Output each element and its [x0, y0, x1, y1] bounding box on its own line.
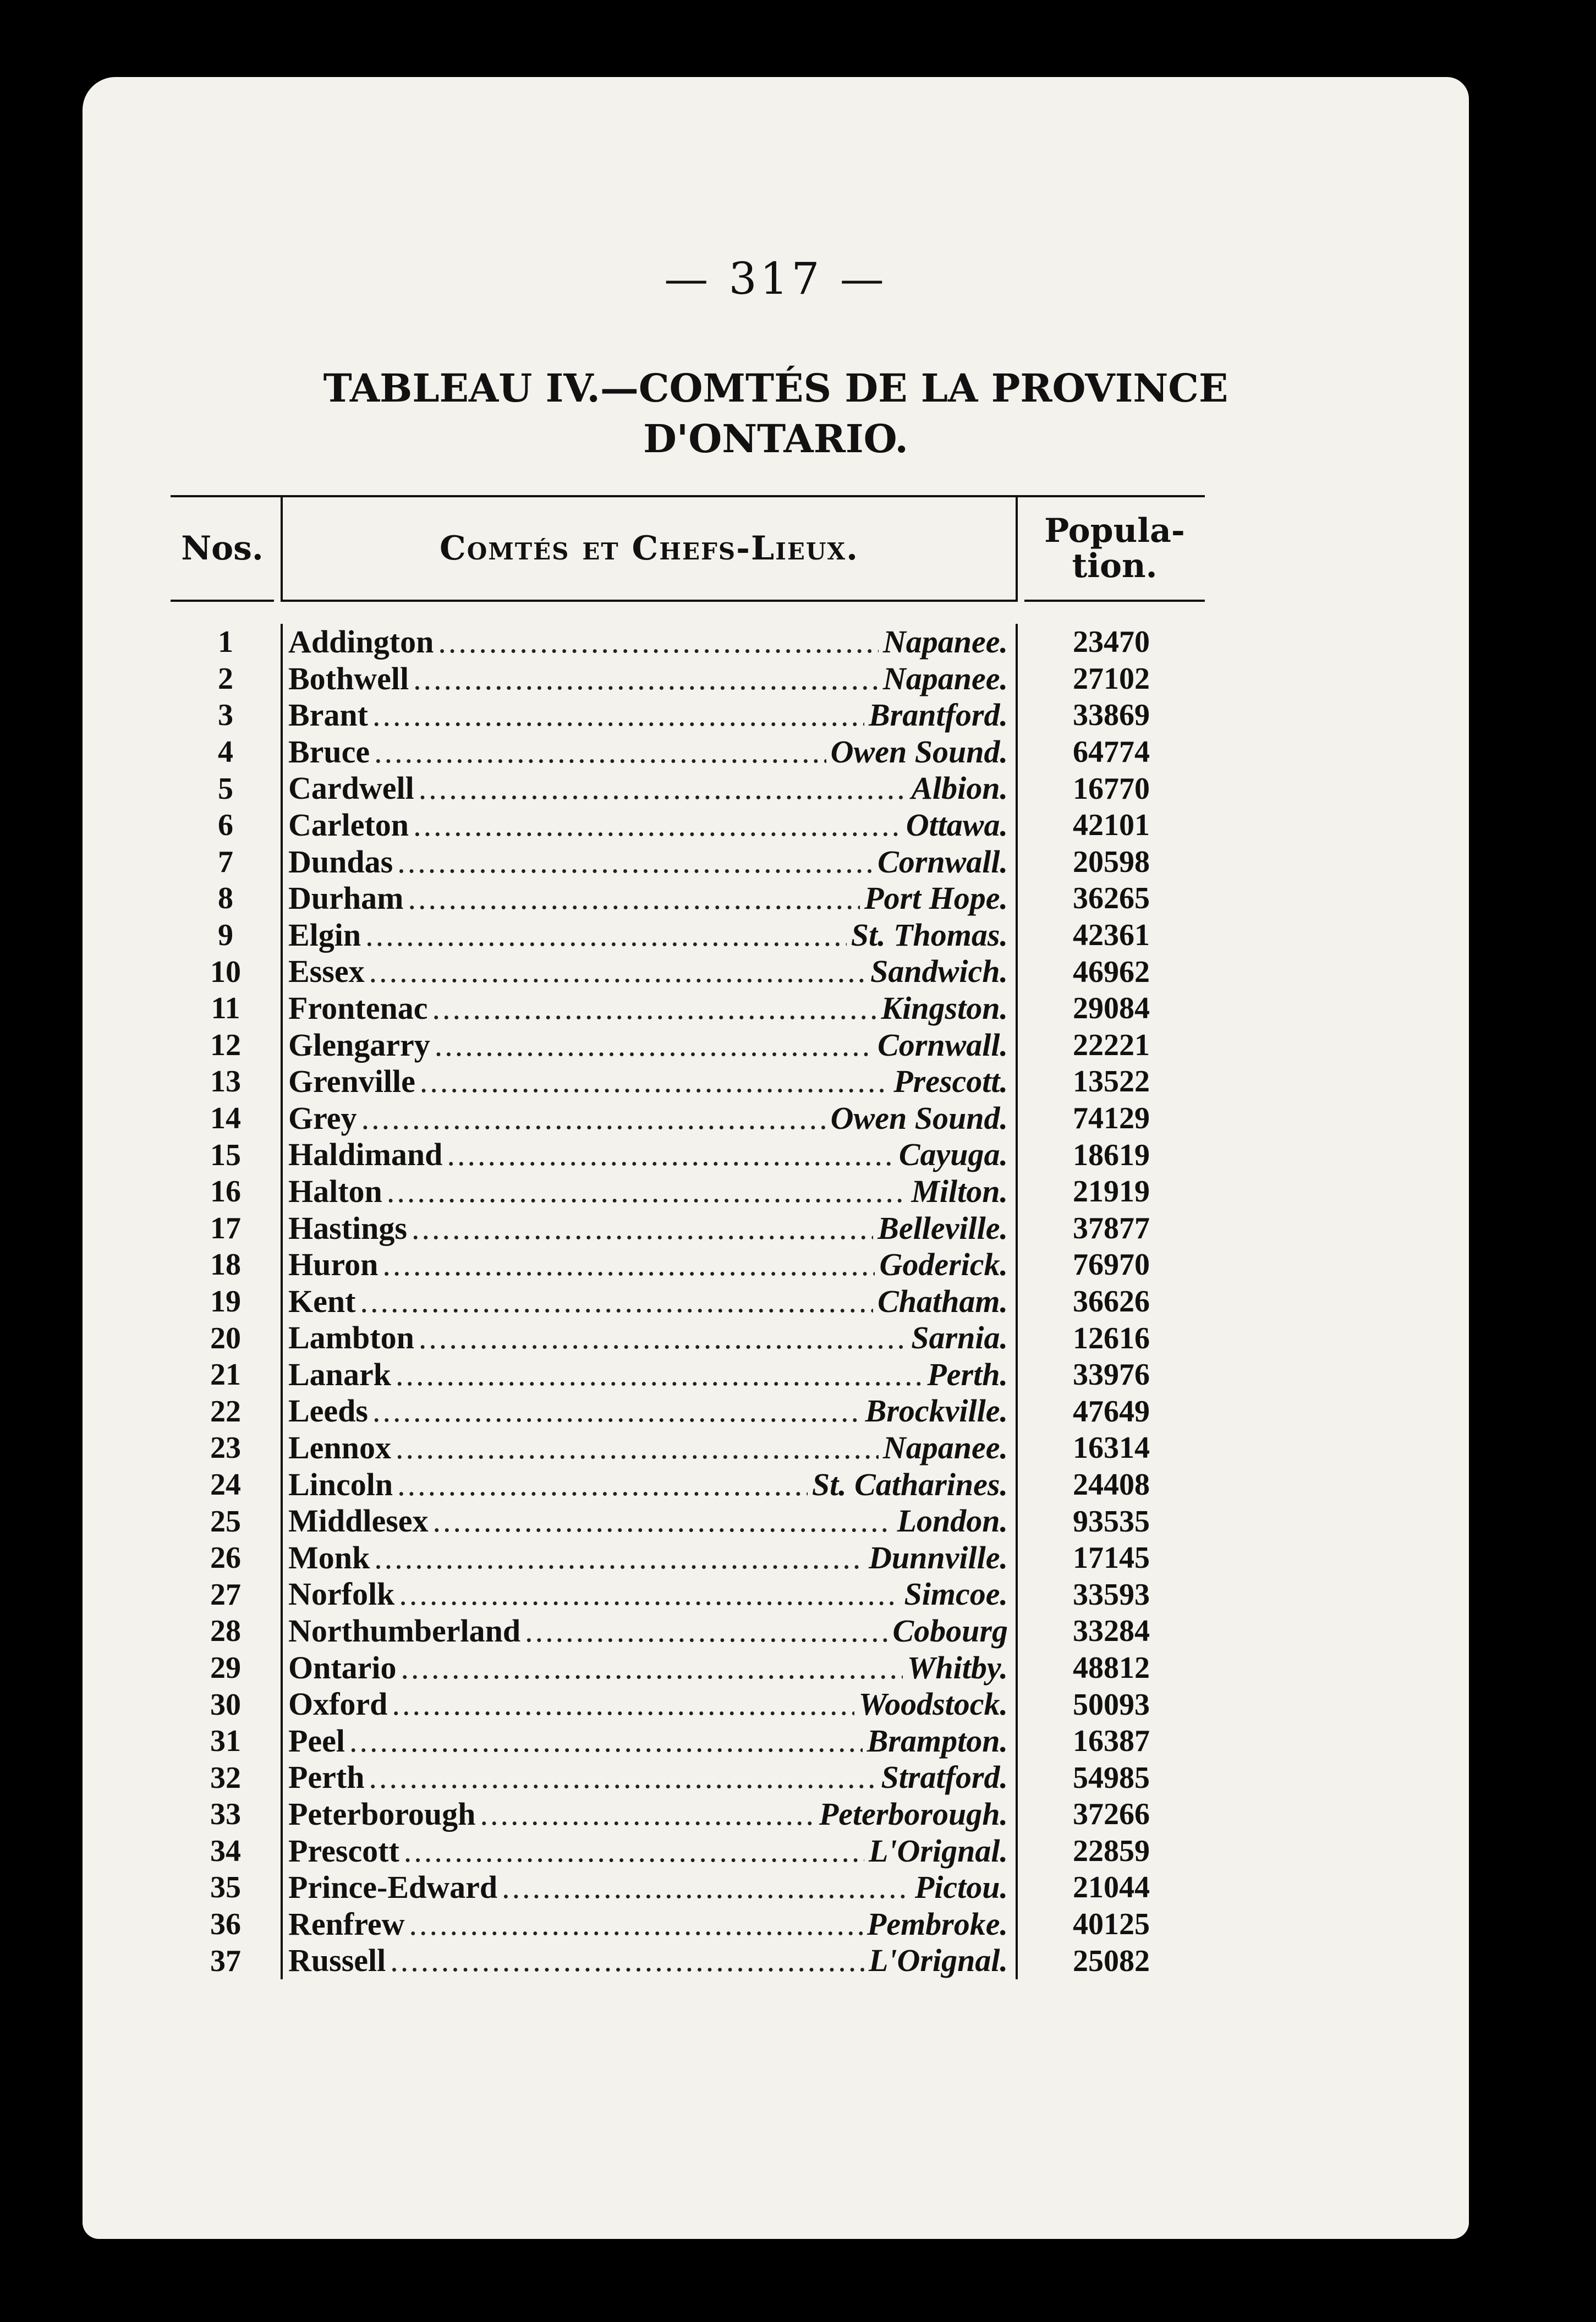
county-seat: London.	[897, 1503, 1008, 1539]
leader-dots	[397, 1467, 808, 1503]
header-population-line-1: Popula-	[1044, 512, 1185, 550]
county-cell	[281, 1393, 1018, 1430]
county-name: Prescott	[288, 1832, 399, 1869]
population-value: 16314	[1073, 1431, 1150, 1465]
table-row	[171, 1173, 1205, 1210]
table-row	[171, 1063, 1205, 1100]
county-cell	[281, 917, 1018, 954]
table-row	[171, 1357, 1205, 1393]
county-name: Perth	[288, 1759, 365, 1796]
county-seat: Pembroke.	[866, 1906, 1008, 1942]
county-name: Bothwell	[288, 660, 409, 696]
county-cell	[281, 1247, 1018, 1283]
county-seat: Ottawa.	[906, 806, 1008, 843]
table-row	[171, 1686, 1205, 1723]
county-name: Oxford	[288, 1686, 388, 1722]
county-cell	[281, 1357, 1018, 1393]
county-seat: Milton.	[911, 1173, 1008, 1209]
population-value: 33593	[1073, 1577, 1150, 1612]
county-cell	[281, 1430, 1018, 1467]
table-row	[171, 1247, 1205, 1283]
population-value: 64774	[1073, 735, 1150, 770]
county-name: Monk	[288, 1539, 370, 1576]
population-value: 22859	[1073, 1834, 1150, 1868]
table-body	[171, 624, 1205, 1979]
table-row	[171, 1393, 1205, 1430]
population-value: 36626	[1073, 1284, 1150, 1319]
row-number: 7	[218, 844, 233, 879]
county-cell	[281, 1833, 1018, 1870]
table-row	[171, 1210, 1205, 1247]
leader-dots	[413, 661, 879, 697]
row-number: 14	[210, 1101, 241, 1136]
leader-dots	[408, 880, 860, 916]
county-cell	[281, 1759, 1018, 1796]
page-edge	[61, 99, 83, 2233]
county-cell	[281, 1650, 1018, 1687]
population-value: 42361	[1073, 918, 1150, 953]
county-cell	[281, 1869, 1018, 1906]
leader-dots	[420, 1063, 889, 1100]
county-name: Peterborough	[288, 1796, 476, 1832]
row-number: 25	[210, 1504, 241, 1539]
row-number: 3	[218, 698, 233, 733]
county-name: Lanark	[288, 1356, 391, 1392]
table-row	[171, 1613, 1205, 1650]
county-name: Addington	[288, 624, 434, 660]
county-seat: Sandwich.	[870, 953, 1008, 990]
table-row	[171, 1100, 1205, 1137]
table-row	[171, 917, 1205, 954]
county-cell	[281, 844, 1018, 881]
table-row	[171, 734, 1205, 771]
county-name: Dundas	[288, 843, 393, 880]
county-name: Lincoln	[288, 1466, 393, 1502]
county-name: Lennox	[288, 1430, 391, 1466]
population-value: 17145	[1073, 1541, 1150, 1576]
county-name: Ontario	[288, 1649, 397, 1686]
leader-dots	[396, 1357, 923, 1393]
leader-dots	[372, 697, 864, 733]
county-name: Northumberland	[288, 1613, 521, 1649]
table-row	[171, 1137, 1205, 1173]
leader-dots	[432, 990, 876, 1026]
table-row	[171, 1576, 1205, 1613]
header-nos: Nos.	[171, 497, 274, 602]
county-name: Halton	[288, 1173, 382, 1209]
county-cell	[281, 807, 1018, 844]
page-number: — 317 —	[664, 253, 887, 304]
population-value: 20598	[1073, 844, 1150, 879]
population-value: 27102	[1073, 661, 1150, 696]
county-seat: St. Thomas.	[851, 916, 1008, 953]
county-name: Lambton	[288, 1320, 414, 1356]
county-name: Bruce	[288, 733, 370, 770]
row-number: 22	[210, 1394, 241, 1429]
row-number: 31	[210, 1724, 241, 1759]
county-seat: Brockville.	[865, 1393, 1008, 1429]
population-value: 76970	[1073, 1248, 1150, 1282]
header-population	[1024, 497, 1205, 602]
county-name: Huron	[288, 1247, 379, 1283]
county-name: Durham	[288, 880, 404, 916]
row-number: 12	[210, 1028, 241, 1062]
county-seat: Prescott.	[893, 1063, 1008, 1100]
leader-dots	[438, 624, 879, 660]
population-value: 46962	[1073, 954, 1150, 989]
leader-dots	[419, 770, 907, 806]
row-number: 35	[210, 1870, 241, 1905]
county-cell	[281, 880, 1018, 917]
population-value: 93535	[1073, 1504, 1150, 1539]
leader-dots	[401, 1650, 903, 1686]
row-number: 11	[211, 991, 240, 1026]
table-row	[171, 1942, 1205, 1979]
county-name: Frontenac	[288, 990, 428, 1026]
county-seat: Napanee.	[882, 624, 1008, 660]
county-cell	[281, 1613, 1018, 1650]
county-cell	[281, 1942, 1018, 1979]
county-seat: Peterborough.	[819, 1796, 1008, 1832]
leader-dots	[447, 1137, 894, 1173]
county-cell	[281, 697, 1018, 734]
table-row	[171, 697, 1205, 734]
table-row	[171, 1467, 1205, 1503]
row-number: 37	[210, 1944, 241, 1978]
county-cell	[281, 1906, 1018, 1943]
leader-dots	[433, 1503, 893, 1539]
county-cell	[281, 734, 1018, 771]
county-seat: Cobourg	[892, 1613, 1008, 1649]
county-seat: Belleville.	[877, 1210, 1008, 1246]
table-row	[171, 1869, 1205, 1906]
row-number: 13	[210, 1064, 241, 1099]
county-name: Brant	[288, 697, 368, 733]
population-value: 33976	[1073, 1358, 1150, 1392]
table-row	[171, 807, 1205, 844]
population-value: 74129	[1073, 1101, 1150, 1136]
table-row	[171, 953, 1205, 990]
row-number: 9	[218, 918, 233, 953]
population-value: 16770	[1073, 771, 1150, 806]
county-seat: Owen Sound.	[830, 1100, 1008, 1136]
county-seat: Napanee.	[882, 660, 1008, 696]
row-number: 33	[210, 1797, 241, 1832]
county-name: Norfolk	[288, 1576, 395, 1612]
county-cell	[281, 1540, 1018, 1577]
county-table	[171, 495, 1205, 1979]
leader-dots	[390, 1942, 864, 1979]
population-value: 18619	[1073, 1138, 1150, 1172]
row-number: 10	[210, 954, 241, 989]
table-header	[171, 497, 1205, 602]
row-number: 29	[210, 1650, 241, 1685]
population-value: 21044	[1073, 1870, 1150, 1905]
county-seat: Albion.	[911, 770, 1008, 806]
county-cell	[281, 1063, 1018, 1100]
leader-dots	[397, 844, 873, 880]
row-number: 15	[210, 1138, 241, 1172]
county-name: Essex	[288, 953, 365, 990]
county-cell	[281, 661, 1018, 698]
county-name: Elgin	[288, 916, 361, 953]
county-seat: Kingston.	[881, 990, 1008, 1026]
county-cell	[281, 1467, 1018, 1503]
county-cell	[281, 1503, 1018, 1540]
county-name: Glengarry	[288, 1026, 430, 1063]
population-value: 16387	[1073, 1724, 1150, 1759]
table-row	[171, 1833, 1205, 1870]
county-cell	[281, 1576, 1018, 1613]
leader-dots	[525, 1613, 888, 1649]
county-seat: Port Hope.	[864, 880, 1008, 916]
county-cell	[281, 1100, 1018, 1137]
leader-dots	[396, 1430, 879, 1466]
county-cell	[281, 1686, 1018, 1723]
county-cell	[281, 770, 1018, 807]
row-number: 27	[210, 1577, 241, 1612]
table-row	[171, 844, 1205, 881]
county-seat: Stratford.	[881, 1759, 1008, 1796]
county-name: Grenville	[288, 1063, 415, 1100]
leader-dots	[374, 1540, 864, 1576]
county-name: Russell	[288, 1942, 386, 1979]
header-comtes: Comtés et Chefs-Lieux.	[281, 497, 1018, 602]
leader-dots	[372, 1393, 861, 1429]
table-row	[171, 1759, 1205, 1796]
table-row	[171, 661, 1205, 698]
county-seat: Woodstock.	[858, 1686, 1008, 1722]
county-seat: Chatham.	[877, 1283, 1008, 1319]
leader-dots	[419, 1320, 907, 1356]
county-name: Leeds	[288, 1393, 368, 1429]
county-name: Cardwell	[288, 770, 414, 806]
row-number: 4	[218, 735, 233, 770]
row-number: 16	[210, 1174, 241, 1209]
table-row	[171, 990, 1205, 1027]
county-seat: St. Catharines.	[811, 1466, 1008, 1502]
row-number: 6	[218, 808, 233, 843]
population-value: 50093	[1073, 1687, 1150, 1722]
county-seat: L'Orignal.	[869, 1832, 1008, 1869]
leader-dots	[369, 953, 866, 990]
leader-dots	[365, 917, 847, 953]
population-value: 33284	[1073, 1614, 1150, 1649]
title-line-2: D'ONTARIO.	[643, 416, 908, 462]
row-number: 5	[218, 771, 233, 806]
population-value: 24408	[1073, 1467, 1150, 1502]
row-number: 36	[210, 1907, 241, 1942]
population-value: 21919	[1073, 1174, 1150, 1209]
leader-dots	[374, 734, 826, 770]
county-name: Renfrew	[288, 1906, 405, 1942]
population-value: 47649	[1073, 1394, 1150, 1429]
leader-dots	[392, 1686, 854, 1722]
county-name: Grey	[288, 1100, 357, 1136]
county-name: Kent	[288, 1283, 356, 1319]
row-number: 34	[210, 1834, 241, 1868]
county-seat: L'Orignal.	[869, 1942, 1008, 1979]
county-seat: Napanee.	[882, 1430, 1008, 1466]
row-number: 1	[218, 625, 233, 660]
county-cell	[281, 1137, 1018, 1173]
table-row	[171, 770, 1205, 807]
row-number: 28	[210, 1614, 241, 1649]
county-name: Haldimand	[288, 1137, 443, 1173]
county-cell	[281, 1283, 1018, 1320]
table-row	[171, 624, 1205, 661]
county-seat: Sarnia.	[911, 1320, 1008, 1356]
population-value: 33869	[1073, 698, 1150, 733]
county-seat: Perth.	[927, 1356, 1008, 1392]
leader-dots	[409, 1906, 863, 1942]
county-name: Carleton	[288, 806, 409, 843]
table-row	[171, 1503, 1205, 1540]
leader-dots	[387, 1173, 907, 1210]
population-value: 12616	[1073, 1321, 1150, 1355]
header-population-line-2: tion.	[1072, 547, 1158, 585]
row-number: 8	[218, 881, 233, 916]
scanned-page	[83, 77, 1469, 2239]
county-seat: Dunnville.	[869, 1539, 1008, 1576]
county-seat: Cayuga.	[898, 1137, 1008, 1173]
leader-dots	[480, 1796, 814, 1832]
population-value: 37877	[1073, 1211, 1150, 1245]
leader-dots	[412, 1210, 873, 1247]
row-number: 18	[210, 1248, 241, 1282]
table-row	[171, 1430, 1205, 1467]
county-cell	[281, 953, 1018, 990]
row-number: 24	[210, 1467, 241, 1502]
county-cell	[281, 1210, 1018, 1247]
row-number: 32	[210, 1760, 241, 1795]
county-name: Middlesex	[288, 1503, 429, 1539]
leader-dots	[369, 1759, 877, 1796]
population-value: 42101	[1073, 808, 1150, 843]
table-row	[171, 1027, 1205, 1064]
row-number: 30	[210, 1687, 241, 1722]
table-row	[171, 1650, 1205, 1687]
county-seat: Simcoe.	[904, 1576, 1008, 1612]
population-value: 22221	[1073, 1028, 1150, 1062]
county-name: Prince-Edward	[288, 1869, 498, 1906]
county-seat: Cornwall.	[877, 843, 1008, 880]
county-name: Peel	[288, 1722, 345, 1759]
leader-dots	[349, 1723, 863, 1759]
population-value: 13522	[1073, 1064, 1150, 1099]
table-row	[171, 1906, 1205, 1943]
row-number: 19	[210, 1284, 241, 1319]
table-row	[171, 1723, 1205, 1760]
row-number: 20	[210, 1321, 241, 1355]
table-row	[171, 1540, 1205, 1577]
population-value: 40125	[1073, 1907, 1150, 1942]
county-cell	[281, 990, 1018, 1027]
table-row	[171, 1320, 1205, 1357]
county-seat: Whitby.	[907, 1649, 1008, 1686]
county-cell	[281, 1796, 1018, 1833]
county-seat: Pictou.	[914, 1869, 1008, 1906]
row-number: 2	[218, 661, 233, 696]
leader-dots	[404, 1833, 864, 1869]
county-name: Hastings	[288, 1210, 407, 1246]
leader-dots	[502, 1869, 911, 1906]
leader-dots	[361, 1100, 826, 1137]
county-cell	[281, 1320, 1018, 1357]
row-number: 26	[210, 1541, 241, 1576]
leader-dots	[435, 1027, 873, 1063]
row-number: 23	[210, 1431, 241, 1465]
county-cell	[281, 624, 1018, 661]
title-line-1: TABLEAU IV.—COMTÉS DE LA PROVINCE	[323, 365, 1228, 411]
county-seat: Owen Sound.	[830, 733, 1008, 770]
population-value: 37266	[1073, 1797, 1150, 1832]
leader-dots	[382, 1247, 875, 1283]
county-cell	[281, 1723, 1018, 1760]
population-value: 48812	[1073, 1650, 1150, 1685]
population-value: 29084	[1073, 991, 1150, 1026]
leader-dots	[360, 1283, 873, 1320]
population-value: 54985	[1073, 1760, 1150, 1795]
county-seat: Brampton.	[866, 1722, 1008, 1759]
county-seat: Goderick.	[879, 1247, 1008, 1283]
table-row	[171, 1283, 1205, 1320]
population-value: 25082	[1073, 1944, 1150, 1978]
county-seat: Brantford.	[868, 697, 1008, 733]
table-row	[171, 1796, 1205, 1833]
leader-dots	[413, 807, 902, 843]
county-seat: Cornwall.	[877, 1026, 1008, 1063]
row-number: 21	[210, 1358, 241, 1392]
population-value: 23470	[1073, 625, 1150, 660]
table-title	[83, 363, 1469, 464]
table-row	[171, 880, 1205, 917]
row-number: 17	[210, 1211, 241, 1245]
leader-dots	[399, 1576, 900, 1612]
population-value: 36265	[1073, 881, 1150, 916]
county-cell	[281, 1173, 1018, 1210]
county-cell	[281, 1027, 1018, 1064]
